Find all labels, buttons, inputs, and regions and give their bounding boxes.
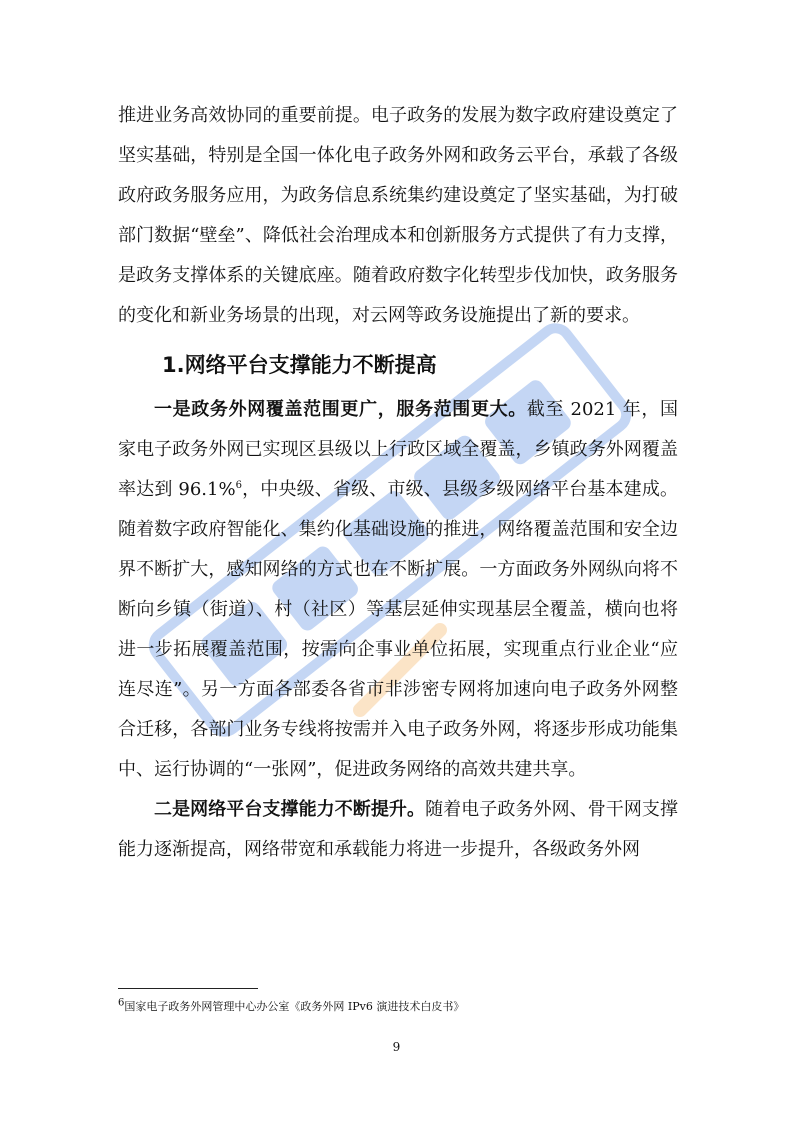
footnote-text: 国家电子政务外网管理中心办公室《政务外网 IPv6 演进技术白皮书》: [124, 1000, 465, 1013]
footnote: [118, 998, 464, 1014]
paragraph-text: ，中央级、省级、市级、县级多级网络平台基本建成。随着数字政府智能化、集约化基础设施的推进，网络覆盖范围和安全边界不断扩大，感知网络的方式也在不断扩展。一方面政务外网纵向将不断向乡镇（街道）、村（社区）等基层延伸实现基层全覆盖，横向也将进一步拓展覆盖范围，按需向企事业单位拓展，实现重点行业企业“应连尽连”。另一方面各部委各省市非涉密专网将加速向电子政务外网整合迁移，各部门业务专线将按需并入电子政务外网，将逐步形成功能集中、运行协调的“一张网”，促进政务网络的高效共建共享。: [118, 479, 678, 780]
paragraph-coverage: [118, 390, 678, 790]
footnote-marker: 6: [118, 997, 125, 1009]
document-body: [118, 96, 678, 870]
paragraph-text: 截至 2021 年，国家电子政务外网已实现区县级以上行政区域全覆盖，乡镇政务外网覆盖率达到 96.1%: [118, 399, 678, 500]
paragraph-text: 随着电子政务外网、骨干网支撑能力逐渐提高，网络带宽和承载能力将进一步提升，各级政务外网: [118, 799, 679, 860]
paragraph-intro: 推进业务高效协同的重要前提。电子政务的发展为数字政府建设奠定了坚实基础，特别是全国一体化电子政务外网和政务云平台，承载了各级政府政务服务应用，为政务信息系统集约建设奠定了坚实基础，为打破部门数据“壁垒”、降低社会治理成本和创新服务方式提供了有力支撑，是政务支撑体系的关键底座。随着政府数字化转型步伐加快，政务服务的变化和新业务场景的出现，对云网等政务设施提出了新的要求。: [118, 105, 678, 326]
paragraph-lead: 一是政务外网覆盖范围更广，服务范围更大。: [154, 399, 527, 420]
footnote-ref: 6: [235, 480, 242, 491]
paragraph-capability: [118, 790, 678, 870]
paragraph-lead: 二是网络平台支撑能力不断提升。: [154, 799, 426, 820]
section-heading: 1.网络平台支撑能力不断提高: [162, 353, 437, 377]
footnote-divider: [118, 988, 258, 989]
page-number: 9: [392, 1040, 401, 1054]
